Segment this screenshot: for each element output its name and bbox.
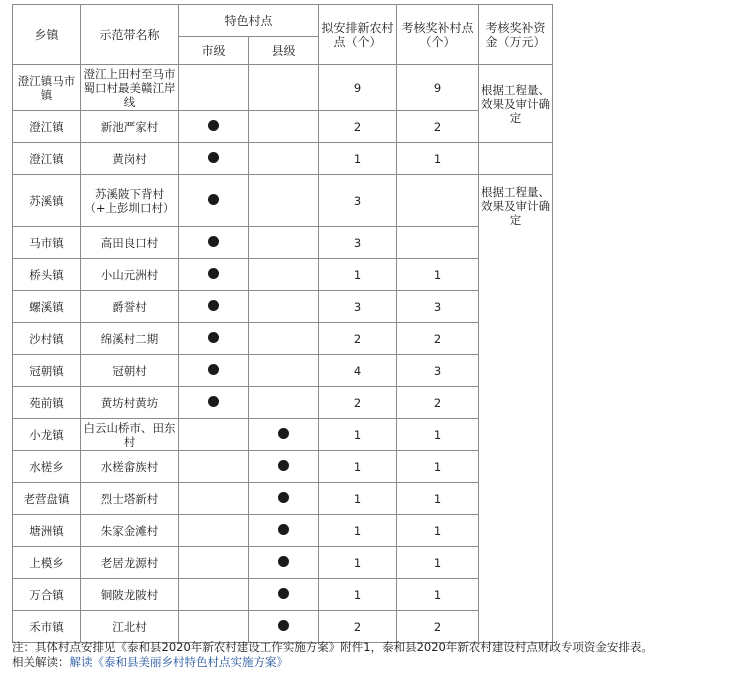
table-row	[13, 111, 553, 143]
cell-assessed: 1	[397, 483, 479, 515]
table-row	[13, 175, 553, 227]
cell-city-level	[179, 227, 249, 259]
cell-city-level	[179, 451, 249, 483]
cell-county-level	[249, 111, 319, 143]
cell-county-level	[249, 291, 319, 323]
table-row	[13, 143, 553, 175]
cell-city-level	[179, 515, 249, 547]
cell-assessed: 1	[397, 547, 479, 579]
cell-county-level	[249, 65, 319, 111]
cell-city-level	[179, 323, 249, 355]
cell-assessed: 1	[397, 515, 479, 547]
header-zone: 示范带名称	[81, 5, 179, 65]
cell-zone: 铜陂龙陂村	[81, 579, 179, 611]
cell-city-level	[179, 111, 249, 143]
filled-dot-icon	[208, 332, 219, 343]
table-row	[13, 323, 553, 355]
table-row	[13, 291, 553, 323]
cell-zone: 黄坊村黄坊	[81, 387, 179, 419]
cell-town: 螺溪镇	[13, 291, 81, 323]
cell-county-level	[249, 259, 319, 291]
filled-dot-icon	[278, 460, 289, 471]
cell-county-level	[249, 451, 319, 483]
cell-town: 沙村镇	[13, 323, 81, 355]
cell-zone: 江北村	[81, 611, 179, 643]
cell-planned: 1	[319, 515, 397, 547]
cell-assessed: 1	[397, 419, 479, 451]
cell-planned: 2	[319, 387, 397, 419]
filled-dot-icon	[208, 300, 219, 311]
cell-city-level	[179, 143, 249, 175]
filled-dot-icon	[278, 492, 289, 503]
header-featured: 特色村点	[179, 5, 319, 37]
table-row	[13, 547, 553, 579]
cell-assessed	[397, 227, 479, 259]
cell-town: 苏溪镇	[13, 175, 81, 227]
table-row	[13, 65, 553, 111]
cell-planned: 2	[319, 111, 397, 143]
filled-dot-icon	[208, 396, 219, 407]
cell-assessed: 2	[397, 387, 479, 419]
cell-town: 冠朝镇	[13, 355, 81, 387]
filled-dot-icon	[208, 152, 219, 163]
cell-county-level	[249, 175, 319, 227]
filled-dot-icon	[208, 364, 219, 375]
cell-planned: 3	[319, 227, 397, 259]
cell-county-level	[249, 143, 319, 175]
header-planned: 拟安排新农村点（个）	[319, 5, 397, 65]
cell-funds: 根据工程量、效果及审计确定	[479, 65, 553, 143]
cell-zone: 苏溪陂下背村（+上彭圳口村）	[81, 175, 179, 227]
cell-county-level	[249, 515, 319, 547]
cell-assessed: 1	[397, 143, 479, 175]
cell-town: 水槎乡	[13, 451, 81, 483]
table-row	[13, 355, 553, 387]
cell-planned: 2	[319, 323, 397, 355]
cell-assessed: 9	[397, 65, 479, 111]
cell-town: 禾市镇	[13, 611, 81, 643]
cell-city-level	[179, 579, 249, 611]
cell-town: 小龙镇	[13, 419, 81, 451]
cell-town: 澄江镇	[13, 143, 81, 175]
filled-dot-icon	[278, 620, 289, 631]
cell-planned: 3	[319, 291, 397, 323]
cell-city-level	[179, 547, 249, 579]
cell-planned: 4	[319, 355, 397, 387]
cell-town: 老营盘镇	[13, 483, 81, 515]
cell-city-level	[179, 387, 249, 419]
cell-zone: 朱家金滩村	[81, 515, 179, 547]
table-row	[13, 483, 553, 515]
cell-funds: 根据工程量、效果及审计确定	[479, 175, 553, 643]
cell-zone: 小山元洲村	[81, 259, 179, 291]
table-row	[13, 611, 553, 643]
table-row	[13, 259, 553, 291]
cell-town: 塘洲镇	[13, 515, 81, 547]
cell-planned: 1	[319, 143, 397, 175]
table-row	[13, 451, 553, 483]
cell-assessed: 2	[397, 111, 479, 143]
table-row	[13, 515, 553, 547]
cell-assessed: 3	[397, 355, 479, 387]
cell-city-level	[179, 483, 249, 515]
cell-planned: 1	[319, 419, 397, 451]
cell-planned: 1	[319, 259, 397, 291]
cell-county-level	[249, 227, 319, 259]
cell-zone: 新池严家村	[81, 111, 179, 143]
cell-zone: 水槎畲族村	[81, 451, 179, 483]
cell-city-level	[179, 65, 249, 111]
related-prefix: 相关解读：	[12, 655, 70, 669]
filled-dot-icon	[208, 236, 219, 247]
header-county-level: 县级	[249, 37, 319, 65]
cell-town: 上模乡	[13, 547, 81, 579]
cell-town: 苑前镇	[13, 387, 81, 419]
header-town: 乡镇	[13, 5, 81, 65]
cell-county-level	[249, 547, 319, 579]
cell-assessed	[397, 175, 479, 227]
cell-town: 万合镇	[13, 579, 81, 611]
header-city-level: 市级	[179, 37, 249, 65]
cell-town: 澄江镇马市镇	[13, 65, 81, 111]
cell-planned: 3	[319, 175, 397, 227]
village-plan-table	[12, 4, 553, 643]
cell-planned: 9	[319, 65, 397, 111]
table-row	[13, 227, 553, 259]
cell-town: 马市镇	[13, 227, 81, 259]
footer	[12, 640, 727, 670]
cell-zone: 澄江上田村至马市蜀口村最美赣江岸线	[81, 65, 179, 111]
cell-assessed: 2	[397, 611, 479, 643]
cell-county-level	[249, 419, 319, 451]
cell-assessed: 3	[397, 291, 479, 323]
filled-dot-icon	[208, 268, 219, 279]
cell-county-level	[249, 579, 319, 611]
related-link[interactable]: 解读《泰和县美丽乡村特色村点实施方案》	[69, 655, 288, 669]
cell-zone: 老居龙源村	[81, 547, 179, 579]
cell-city-level	[179, 175, 249, 227]
table-body	[13, 65, 553, 643]
cell-assessed: 1	[397, 579, 479, 611]
cell-assessed: 2	[397, 323, 479, 355]
cell-town: 澄江镇	[13, 111, 81, 143]
cell-zone: 高田良口村	[81, 227, 179, 259]
footer-note: 注：具体村点安排见《泰和县2020年新农村建设工作实施方案》附件1，泰和县2020年新农村建设村点财政专项资金安排表。	[12, 640, 653, 654]
cell-zone: 黄岗村	[81, 143, 179, 175]
filled-dot-icon	[278, 556, 289, 567]
table-row	[13, 419, 553, 451]
filled-dot-icon	[278, 524, 289, 535]
cell-planned: 1	[319, 547, 397, 579]
cell-planned: 1	[319, 579, 397, 611]
cell-county-level	[249, 387, 319, 419]
cell-city-level	[179, 259, 249, 291]
table-row	[13, 387, 553, 419]
cell-zone: 白云山桥市、田东村	[81, 419, 179, 451]
cell-city-level	[179, 611, 249, 643]
filled-dot-icon	[208, 120, 219, 131]
cell-planned: 1	[319, 483, 397, 515]
cell-county-level	[249, 355, 319, 387]
cell-zone: 爵誉村	[81, 291, 179, 323]
cell-assessed: 1	[397, 259, 479, 291]
footer-related	[12, 655, 727, 670]
cell-city-level	[179, 355, 249, 387]
filled-dot-icon	[278, 428, 289, 439]
cell-city-level	[179, 419, 249, 451]
cell-town: 桥头镇	[13, 259, 81, 291]
cell-funds	[479, 143, 553, 175]
table-row	[13, 579, 553, 611]
cell-assessed: 1	[397, 451, 479, 483]
cell-county-level	[249, 323, 319, 355]
cell-zone: 烈士塔新村	[81, 483, 179, 515]
cell-zone: 冠朝村	[81, 355, 179, 387]
cell-county-level	[249, 483, 319, 515]
filled-dot-icon	[208, 194, 219, 205]
cell-county-level	[249, 611, 319, 643]
cell-city-level	[179, 291, 249, 323]
cell-zone: 绵溪村二期	[81, 323, 179, 355]
cell-planned: 2	[319, 611, 397, 643]
header-funds: 考核奖补资金（万元）	[479, 5, 553, 65]
filled-dot-icon	[278, 588, 289, 599]
header-assessed: 考核奖补村点（个）	[397, 5, 479, 65]
cell-planned: 1	[319, 451, 397, 483]
